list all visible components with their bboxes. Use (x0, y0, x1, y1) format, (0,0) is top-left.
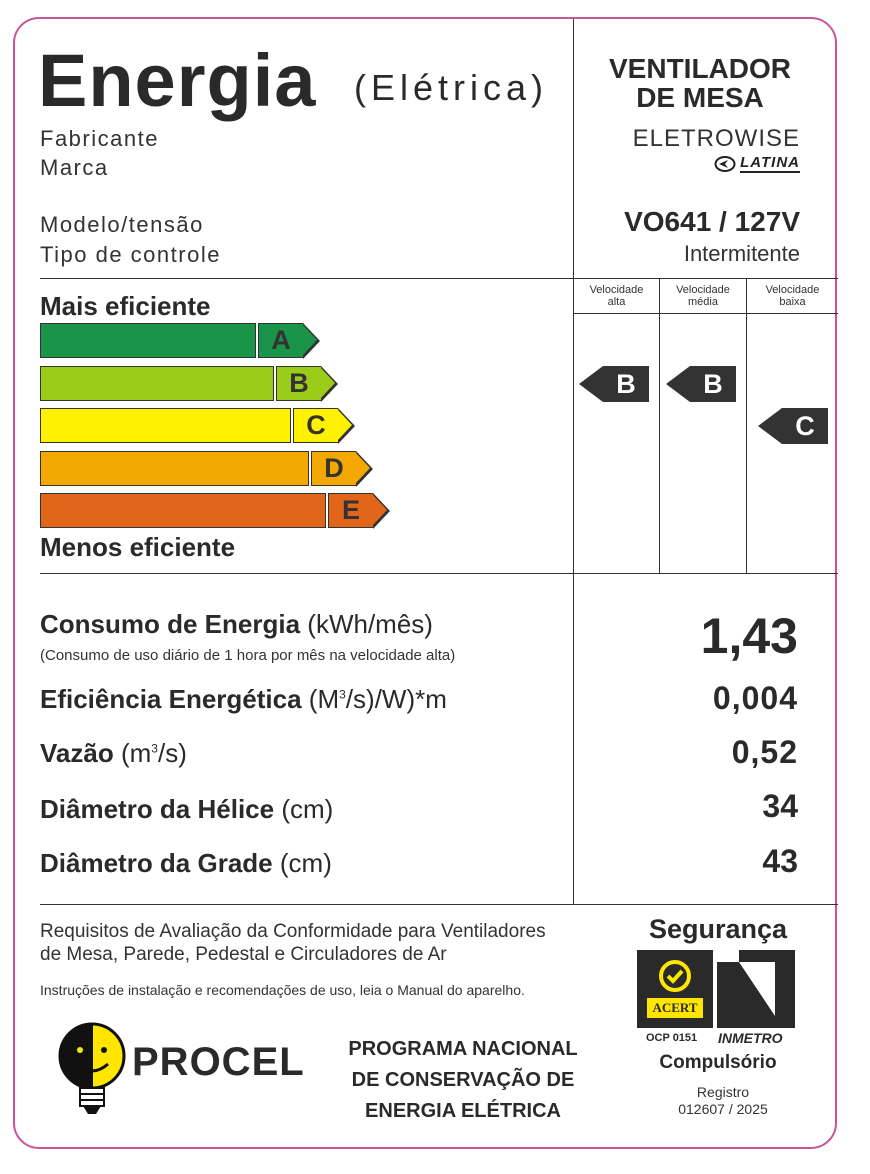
programa-line3: ENERGIA ELÉTRICA (365, 1100, 561, 1122)
eficiencia-label-text: Eficiência Energética (40, 684, 302, 714)
consumo-note: (Consumo de uso diário de 1 hora por mês na velocidade alta) (40, 647, 456, 664)
speed-header-line1: Velocidade (765, 284, 820, 296)
speed-col-divider-1 (659, 278, 660, 573)
helice-label (40, 796, 333, 822)
latina-logo-icon (714, 156, 736, 172)
scale-tip-a (302, 324, 317, 356)
scale-bar-e (40, 493, 326, 528)
grade-unit: (cm) (279, 848, 332, 878)
requisitos-line2: de Mesa, Parede, Pedestal e Circuladores de Ar (40, 944, 447, 965)
registro-label: Registro (696, 1084, 750, 1100)
speed-header-2 (660, 284, 746, 308)
grade-label (40, 850, 332, 876)
scale-bar-c (40, 408, 291, 443)
speed-rating-marker-3: C (782, 408, 828, 444)
consumo-label (40, 611, 433, 637)
eficiencia-label (40, 686, 447, 712)
speed-header-line2: média (688, 296, 718, 308)
fabricante-label: Fabricante (40, 126, 159, 151)
label-title: Energia (38, 39, 317, 122)
scale-bar-d (40, 451, 309, 486)
acert-seal (637, 950, 713, 1028)
instrucoes-text: Instruções de instalação e recomendações de uso, leia o Manual do aparelho. (40, 982, 525, 998)
registro-value: 012607 / 2025 (678, 1101, 768, 1117)
product-type-line1: VENTILADOR (609, 53, 791, 84)
brand-logo (714, 155, 800, 173)
programa-line2: DE CONSERVAÇÃO DE (351, 1069, 575, 1091)
inmetro-logo-icon (717, 950, 795, 1028)
scale-tip-c (337, 409, 352, 441)
eficiencia-unit-sup: 3 (339, 687, 346, 702)
speed-rating-tip-3 (758, 408, 782, 444)
inmetro-seal (717, 950, 795, 1028)
procel-logo-text: PROCEL (132, 1040, 305, 1084)
speed-rating-marker-1: B (603, 366, 649, 402)
helice-value: 34 (762, 788, 798, 824)
helice-unit: (cm) (281, 794, 334, 824)
marca-value: LATINA (740, 154, 800, 171)
speed-col-divider-2 (746, 278, 747, 573)
scale-letter-a: A (258, 323, 303, 358)
scale-bar-a (40, 323, 256, 358)
registro-block (608, 1084, 838, 1118)
vazao-value: 0,52 (731, 734, 798, 770)
requisitos-line1: Requisitos de Avaliação da Conformidade para Ventiladores (40, 921, 546, 942)
vazao-label-text: Vazão (40, 738, 114, 768)
controle-label: Tipo de controle (40, 242, 221, 267)
scale-bottom-label: Menos eficiente (40, 532, 236, 562)
scale-letter-d: D (311, 451, 356, 486)
vazao-label (40, 740, 187, 766)
grade-value: 43 (762, 843, 798, 879)
marca-label: Marca (40, 155, 109, 180)
scale-letter-b: B (276, 366, 321, 401)
specs-divider (40, 904, 838, 905)
consumo-unit: (kWh/mês) (307, 609, 433, 639)
inmetro-text: INMETRO (718, 1030, 783, 1046)
scale-tip-e (372, 494, 387, 526)
acert-badge: ACERT (647, 998, 703, 1018)
scale-bar-b (40, 366, 274, 401)
consumo-value: 1,43 (700, 608, 798, 664)
speed-rating-tip-2 (666, 366, 690, 402)
eficiencia-unit-post: /s)/W)*m (345, 684, 447, 714)
vazao-unit-sup: 3 (151, 741, 158, 756)
controle-value: Intermitente (683, 241, 800, 266)
product-type (600, 54, 800, 112)
speed-header-divider (573, 313, 838, 314)
grade-label-text: Diâmetro da Grade (40, 848, 273, 878)
scale-letter-e: E (328, 493, 373, 528)
speed-header-line1: Velocidade (676, 284, 730, 296)
seguranca-title: Segurança (648, 914, 788, 944)
helice-label-text: Diâmetro da Hélice (40, 794, 275, 824)
eficiencia-unit-pre: (M (308, 684, 340, 714)
speed-header-1 (574, 284, 659, 308)
product-type-line2: DE MESA (636, 82, 764, 113)
speed-rating-tip-1 (579, 366, 603, 402)
modelo-label: Modelo/tensão (40, 212, 204, 237)
main-vertical-divider (573, 19, 574, 904)
vazao-unit-post: /s) (157, 738, 187, 768)
speed-header-line2: baixa (779, 296, 806, 308)
speed-header-3 (747, 284, 838, 308)
eficiencia-value: 0,004 (712, 680, 798, 716)
label-subtitle: (Elétrica) (354, 67, 549, 108)
scale-tip-d (355, 452, 370, 484)
vazao-unit (121, 738, 187, 768)
procel-bulb-icon (56, 1020, 128, 1118)
fabricante-value: ELETROWISE (632, 125, 800, 152)
scale-tip-b (320, 367, 335, 399)
speed-header-line2: alta (607, 296, 626, 308)
header-divider (40, 278, 838, 279)
modelo-value: VO641 / 127V (624, 206, 800, 237)
scale-top-label: Mais eficiente (40, 291, 211, 321)
programa-text (338, 1034, 588, 1127)
check-icon (657, 958, 693, 994)
speed-rating-marker-2: B (690, 366, 736, 402)
consumo-label-text: Consumo de Energia (40, 609, 301, 639)
vazao-unit-pre: (m (120, 738, 152, 768)
scale-divider (40, 573, 838, 574)
label-frame (13, 17, 837, 1149)
scale-letter-c: C (293, 408, 338, 443)
eficiencia-unit (309, 684, 447, 714)
compulsorio-text: Compulsório (659, 1052, 777, 1073)
speed-header-line1: Velocidade (589, 284, 644, 296)
requisitos-text (40, 920, 546, 966)
ocp-code: OCP 0151 (646, 1032, 698, 1044)
programa-line1: PROGRAMA NACIONAL (348, 1038, 578, 1060)
